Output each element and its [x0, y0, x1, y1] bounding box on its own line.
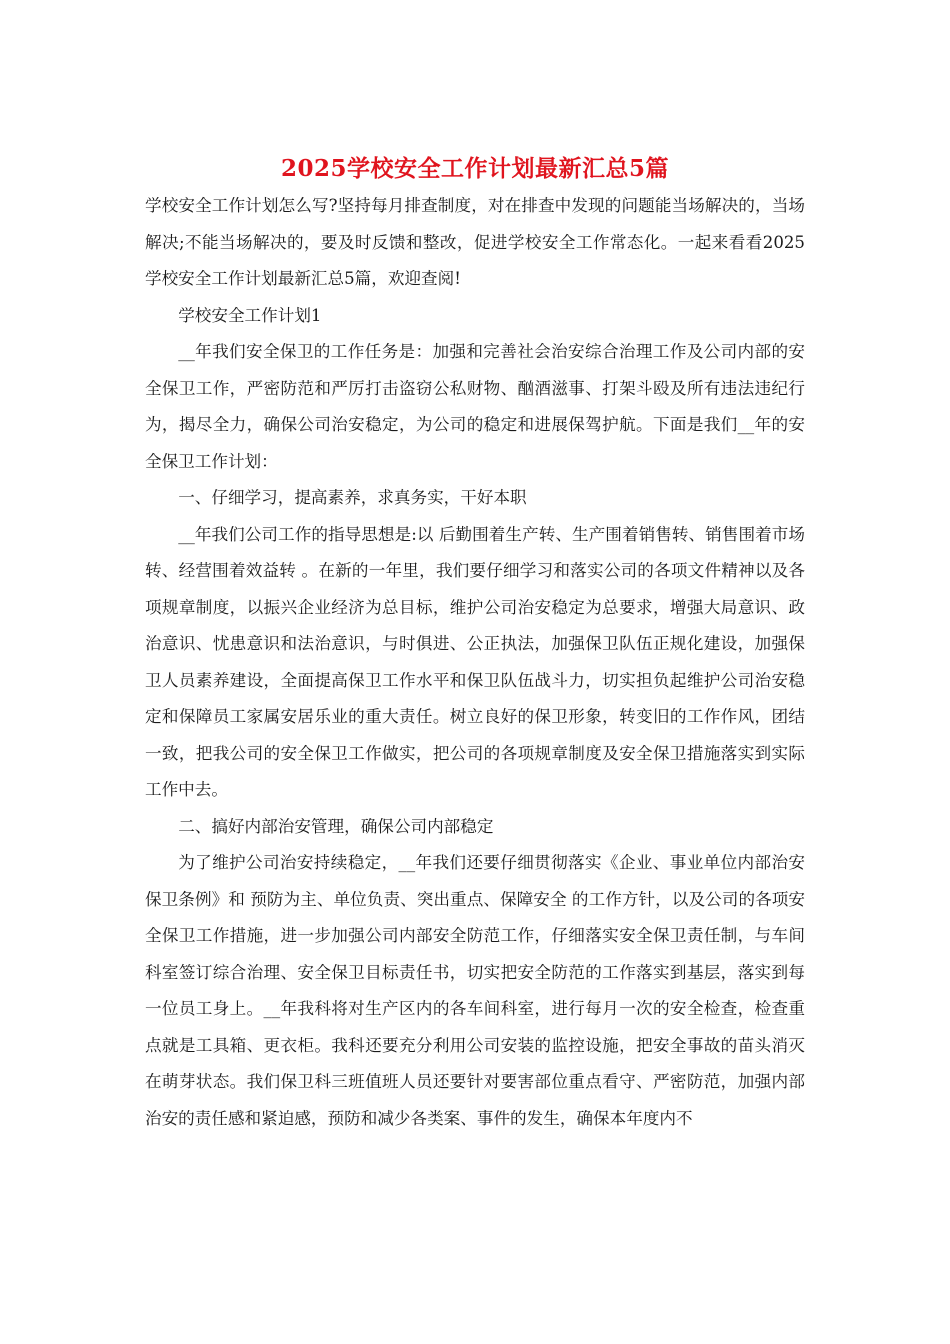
body-paragraph: 为了维护公司治安持续稳定，__年我们还要仔细贯彻落实《企业、事业单位内部治安保卫条例》和 预防为主、单位负责、突出重点、保障安全 的工作方针，以及公司的各项安全保卫工作措施，进一步加强公司内部安全防范工作，仔细落实安全保卫责任制，与车间科室签订综合治理、安全保卫目标责任书，切实把安全防范的工作落实到基层，落实到每一位员工身上。__年我科将对生产区内的各车间科室，进行每月一次的安全检查，检查重点就是工具箱、更衣柜。我科还要充分利用公司安装的监控设施，把安全事故的苗头消灭在萌芽状态。我们保卫科三班值班人员还要针对要害部位重点看守、严密防范，加强内部治安的责任感和紧迫感，预防和减少各类案、事件的发生，确保本年度内不 [145, 853, 805, 1128]
document-page [145, 150, 805, 1137]
section-heading-one: 一、仔细学习，提高素养，求真务实，干好本职 [178, 488, 527, 507]
section-heading-two: 二、搞好内部治安管理，确保公司内部稳定 [178, 816, 494, 836]
intro-paragraph: 学校安全工作计划怎么写?坚持每月排查制度，对在排查中发现的问题能当场解决的，当场解决;不能当场解决的，要及时反馈和整改，促进学校安全工作常态化。一起来看看2025学校安全工作计划最新汇总5篇，欢迎查阅! [145, 196, 805, 288]
document-title: 2025学校安全工作计划最新汇总5篇 [280, 155, 670, 182]
section-heading-plan-1: 学校安全工作计划1 [178, 305, 322, 325]
body-paragraph: __年我们公司工作的指导思想是:以 后勤围着生产转、生产围着销售转、销售围着市场转、经营围着效益转 。在新的一年里，我们要仔细学习和落实公司的各项文件精神以及各项规章制度，以振兴企业经济为总目标，维护公司治安稳定为总要求，增强大局意识、政治意识、忧患意识和法治意识，与时俱进、公正执法，加强保卫队伍正规化建设，加强保卫人员素养建设，全面提高保卫工作水平和保卫队伍战斗力，切实担负起维护公司治安稳定和保障员工家属安居乐业的重大责任。树立良好的保卫形象，转变旧的工作作风，团结一致，把我公司的安全保卫工作做实，把公司的各项规章制度及安全保卫措施落实到实际工作中去。 [145, 524, 805, 799]
body-paragraph: __年我们安全保卫的工作任务是：加强和完善社会治安综合治理工作及公司内部的安全保卫工作，严密防范和严厉打击盗窃公私财物、酗酒滋事、打架斗殴及所有违法违纪行为，揭尽全力，确保公司治安稳定，为公司的稳定和进展保驾护航。下面是我们__年的安全保卫工作计划： [145, 342, 805, 471]
